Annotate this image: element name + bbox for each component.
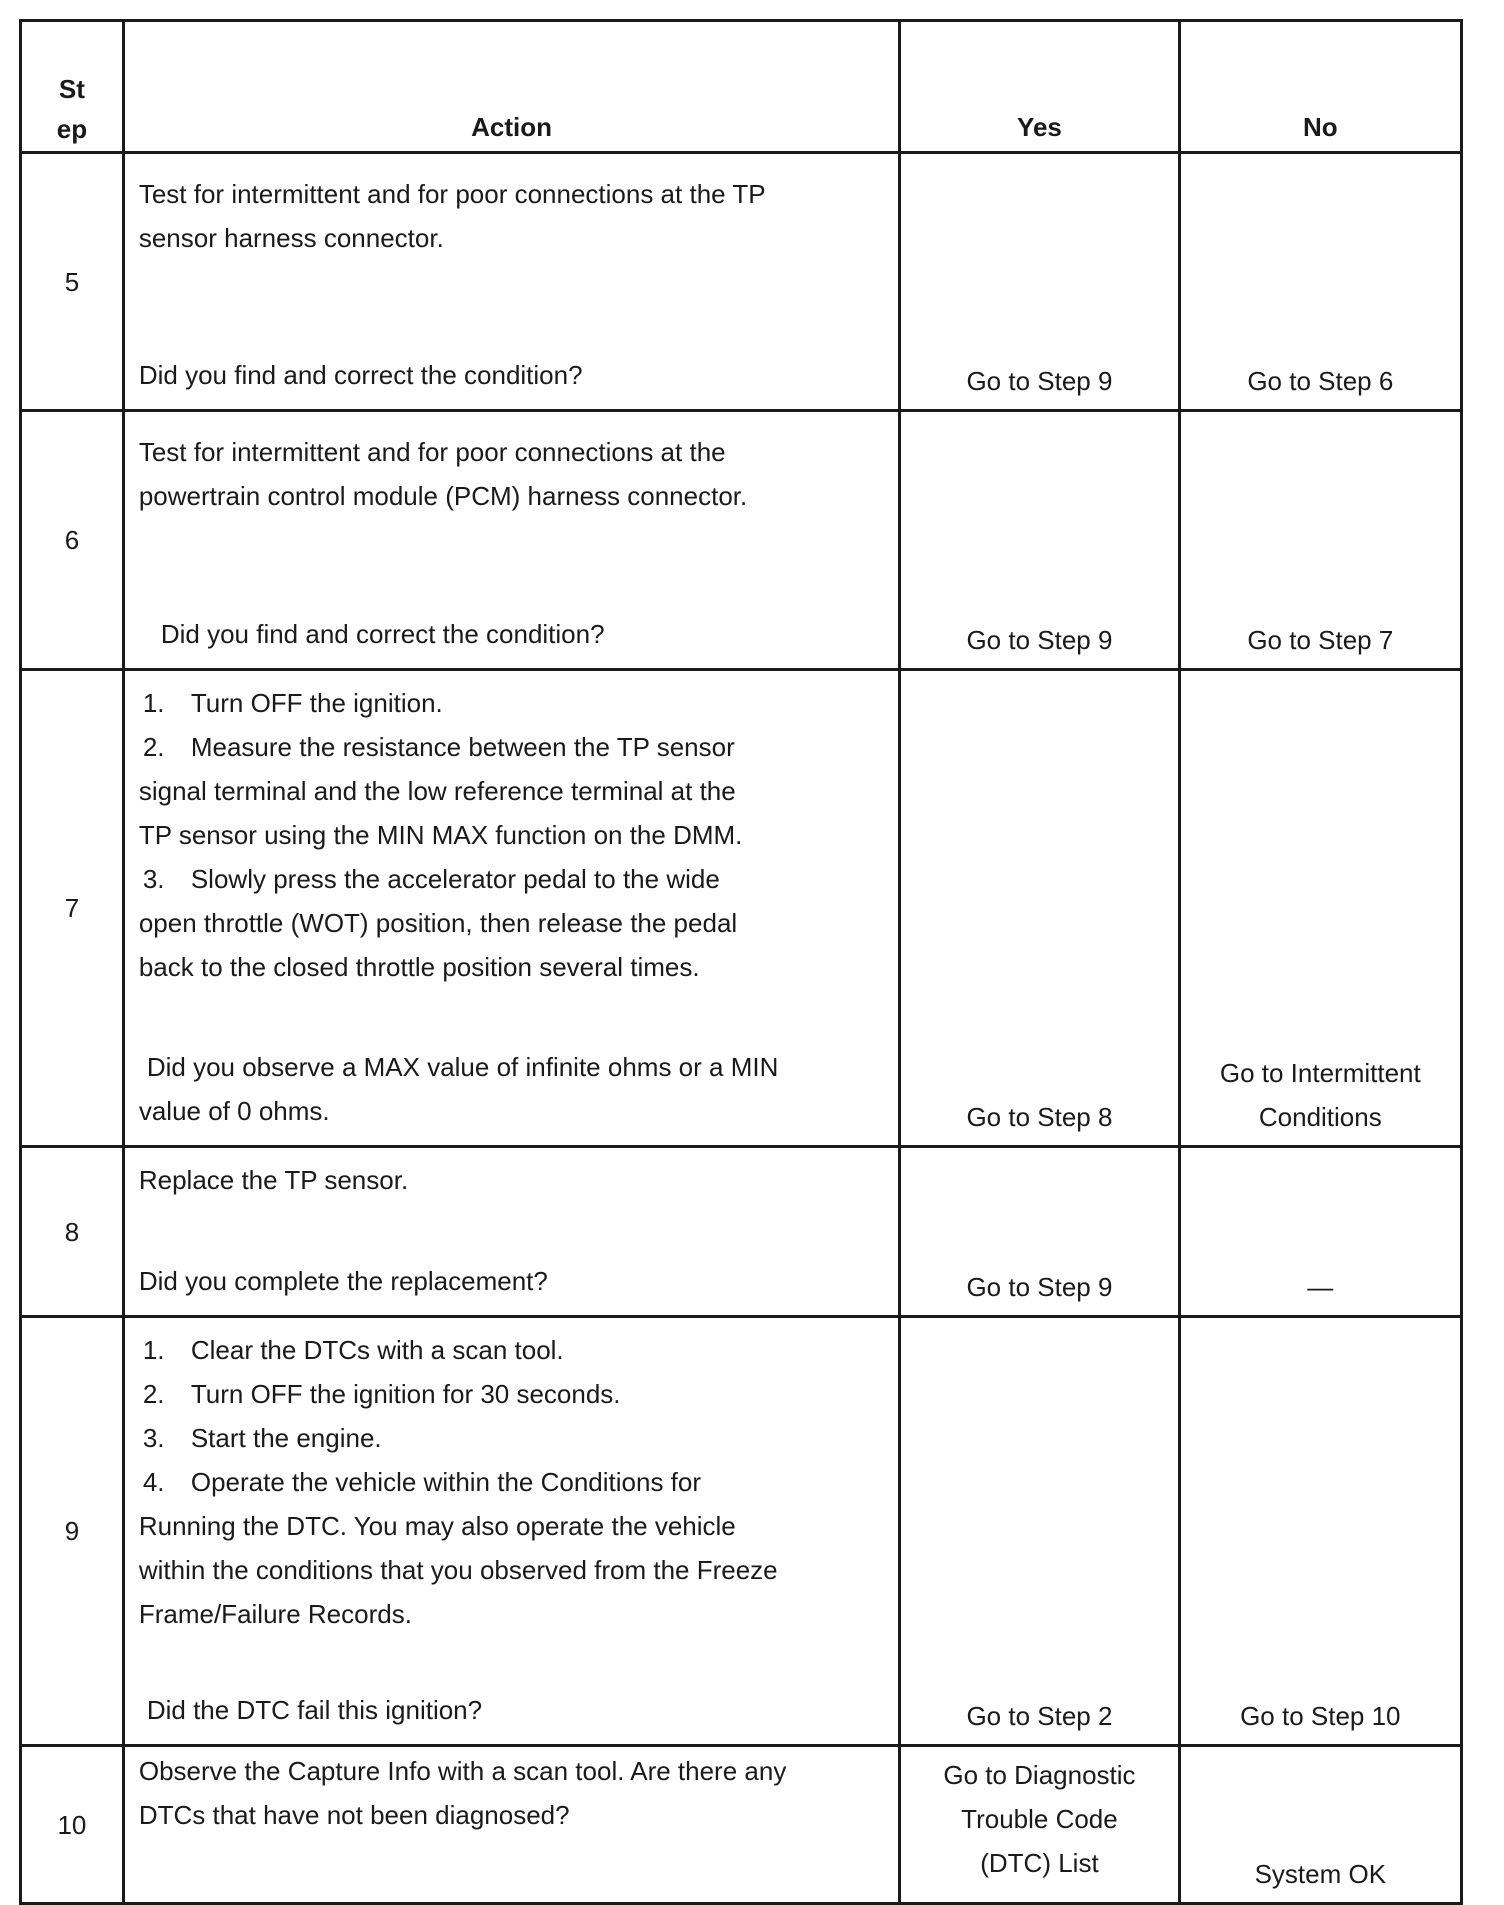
list-number: 3. (142, 1423, 165, 1453)
header-step (21, 21, 124, 153)
step-number: 8 (21, 1147, 124, 1317)
action-line: open throttle (WOT) position, then release the pedal (138, 908, 738, 938)
action-cell (123, 670, 899, 1147)
no-cell: Go to Intermittent Conditions (1179, 670, 1461, 1147)
action-line: 1. Clear the DTCs with a scan tool. (139, 1328, 884, 1372)
header-step-line1: St (58, 74, 85, 104)
action-cell (123, 1317, 899, 1746)
action-line: sensor harness connector. (138, 223, 444, 253)
step-number: 6 (21, 411, 124, 670)
action-line: 1. Turn OFF the ignition. (139, 681, 884, 725)
action-cell (123, 411, 899, 670)
header-yes: Yes (900, 21, 1179, 153)
action-line: Frame/Failure Records. (138, 1599, 412, 1629)
table-row (21, 670, 1462, 1147)
yes-cell: Go to Step 9 (900, 153, 1179, 411)
action-line: DTCs that have not been diagnosed? (138, 1800, 570, 1830)
action-line: powertrain control module (PCM) harness connector. (138, 481, 748, 511)
yes-cell: Go to Step 8 (900, 670, 1179, 1147)
diagnostic-table (19, 19, 1463, 1905)
yes-cell: Go to Step 9 (900, 411, 1179, 670)
yes-cell: Go to Diagnostic Trouble Code (DTC) List (900, 1746, 1179, 1904)
list-number: 1. (142, 1335, 165, 1365)
action-question: Did you observe a MAX value of infinite ohms or a MIN value of 0 ohms. (138, 1052, 779, 1126)
action-question: Did you find and correct the condition? (160, 619, 605, 649)
step-number: 9 (21, 1317, 124, 1746)
step-number: 7 (21, 670, 124, 1147)
list-number: 3. (142, 864, 165, 894)
action-line: 2. Measure the resistance between the TP sensor (139, 725, 884, 769)
list-number: 2. (142, 1379, 165, 1409)
list-number: 2. (142, 732, 165, 762)
action-line: 2. Turn OFF the ignition for 30 seconds. (139, 1372, 884, 1416)
step-number: 10 (21, 1746, 124, 1904)
no-cell: Go to Step 7 (1179, 411, 1461, 670)
action-line: Replace the TP sensor. (138, 1165, 409, 1195)
no-cell: System OK (1179, 1746, 1461, 1904)
action-line: back to the closed throttle position several times. (138, 952, 700, 982)
action-line: Test for intermittent and for poor connections at the (138, 437, 726, 467)
action-cell (123, 153, 899, 411)
action-line: 4. Operate the vehicle within the Conditions for (139, 1460, 884, 1504)
no-cell: Go to Step 6 (1179, 153, 1461, 411)
table-row (21, 153, 1462, 411)
header-step-line2: ep (56, 114, 88, 144)
action-line: 3. Slowly press the accelerator pedal to the wide (139, 857, 884, 901)
no-cell: — (1179, 1147, 1461, 1317)
action-line: TP sensor using the MIN MAX function on the DMM. (138, 820, 743, 850)
action-cell (123, 1147, 899, 1317)
action-line: within the conditions that you observed from the Freeze (138, 1555, 778, 1585)
list-number: 1. (142, 688, 165, 718)
action-cell (123, 1746, 899, 1904)
action-question: Did the DTC fail this ignition? (146, 1695, 483, 1725)
action-question: Did you complete the replacement? (138, 1266, 548, 1296)
header-no: No (1179, 21, 1461, 153)
action-question: Did you find and correct the condition? (138, 360, 583, 390)
action-line: Running the DTC. You may also operate the vehicle (138, 1511, 736, 1541)
yes-cell: Go to Step 9 (900, 1147, 1179, 1317)
table-row (21, 1317, 1462, 1746)
table-row (21, 1746, 1462, 1904)
table-row (21, 411, 1462, 670)
step-number: 5 (21, 153, 124, 411)
list-number: 4. (142, 1467, 165, 1497)
header-row (21, 21, 1462, 153)
yes-cell: Go to Step 2 (900, 1317, 1179, 1746)
action-line: 3. Start the engine. (139, 1416, 884, 1460)
header-action: Action (123, 21, 899, 153)
action-line: Test for intermittent and for poor connections at the TP (138, 179, 766, 209)
no-cell: Go to Step 10 (1179, 1317, 1461, 1746)
action-line: signal terminal and the low reference terminal at the (138, 776, 736, 806)
table-row (21, 1147, 1462, 1317)
action-line: Observe the Capture Info with a scan tool. Are there any (138, 1756, 787, 1786)
